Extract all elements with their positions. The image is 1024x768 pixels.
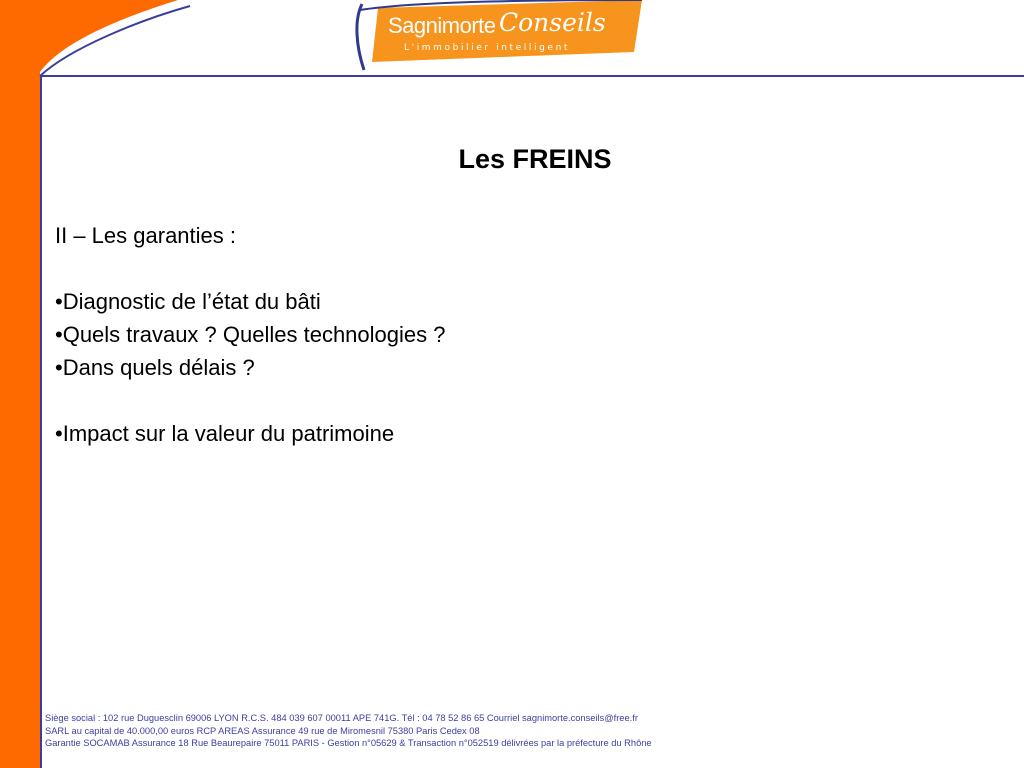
section-heading: II – Les garanties : [55,223,236,248]
logo-name: Sagnimorte [388,13,496,38]
bullet-item: •Dans quels délais ? [55,355,255,380]
spacer [55,384,445,417]
spacer [55,252,445,285]
bullet-item: •Quels travaux ? Quelles technologies ? [55,322,446,347]
company-logo [352,0,652,72]
bullet-item: •Diagnostic de l’état du bâti [55,289,321,314]
footer-line: Garantie SOCAMAB Assurance 18 Rue Beaurepaire 75011 PARIS - Gestion n°05629 & Transaction n°052519 délivrées par la préfecture du Rhône [45,738,652,748]
footer-line: SARL au capital de 40.000,00 euros RCP AREAS Assurance 49 rue de Miromesnil 75380 Paris Cedex 08 [45,725,480,736]
bullet-item: •Impact sur la valeur du patrimoine [55,421,395,446]
footer-line: Siège social : 102 rue Duguesclin 69006 LYON R.C.S. 484 039 607 00011 APE 741G. Tél : 04 78 52 86 65 Courriel sagnimorte.conseils@free.fr [45,713,638,723]
slide-title: Les FREINS [458,144,612,174]
logo-tagline: L'immobilier intelligent [404,43,570,53]
logo-script: Conseils [499,8,606,37]
slide-content [55,219,445,450]
footer-legal [45,712,652,750]
